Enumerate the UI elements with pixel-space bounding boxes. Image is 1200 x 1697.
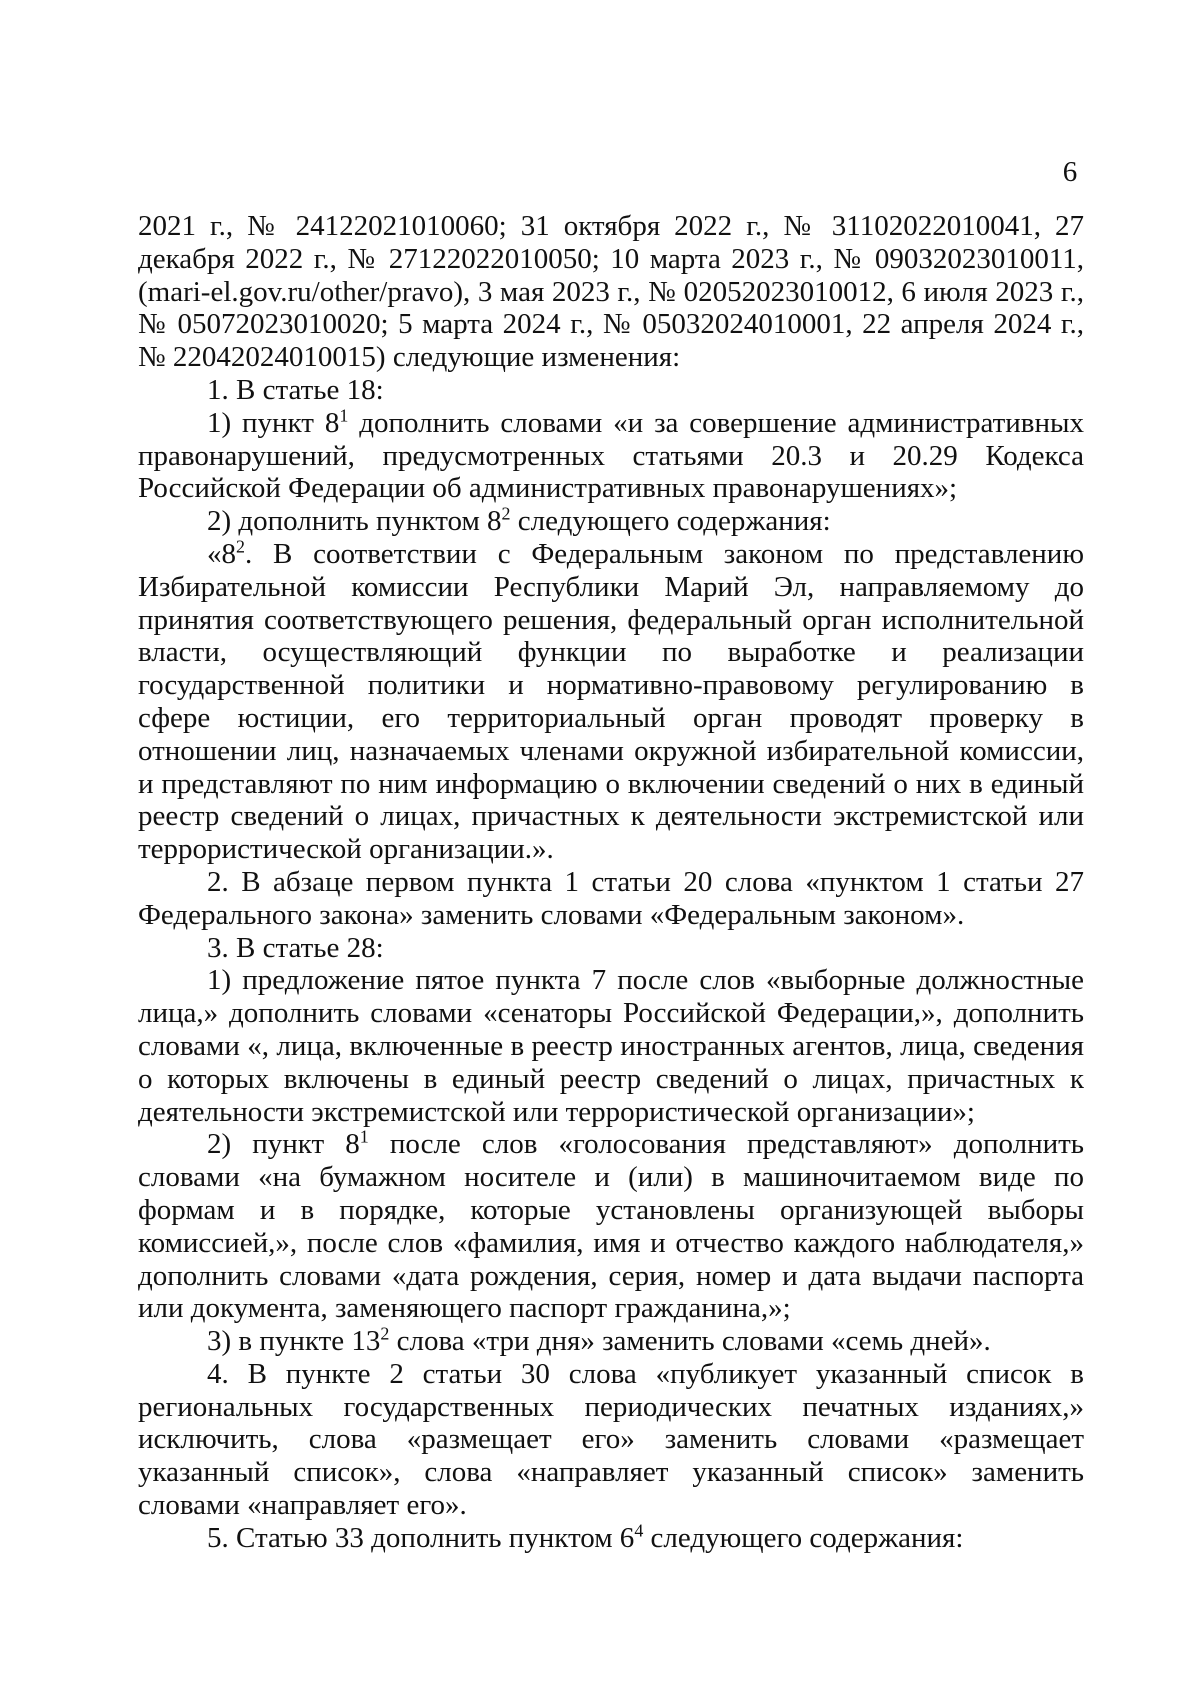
text-run: дополнить словами «и за совершение административных правонарушений, предусмотренных статьями 20.3 и 20.29 Кодекса Российской Федерации об административных правонарушениях»;: [138, 406, 1084, 505]
text-run: 3) в пункте 13: [207, 1325, 381, 1358]
text-run: 4. В пункте 2 статьи 30 слова «публикует указанный список в региональных государственных периодических печатных изданиях,» исключить, слова «размещает его» заменить словами «размещает указанный список», слова «направляет указанный список» заменить словами «направляет его».: [138, 1357, 1084, 1522]
text-run: 5. Статью 33 дополнить пунктом 6: [207, 1521, 635, 1554]
superscript: 1: [359, 1126, 369, 1147]
paragraph: [138, 964, 1084, 1128]
superscript: 2: [501, 503, 511, 524]
paragraph: [138, 1325, 1084, 1358]
text-run: слова «три дня» заменить словами «семь дней».: [389, 1325, 991, 1358]
text-run: 2) пункт 8: [207, 1128, 360, 1161]
paragraph: [138, 505, 1084, 538]
text-run: 1) пункт 8: [207, 406, 340, 439]
paragraph: [138, 1358, 1084, 1522]
document-body: [138, 210, 1084, 1555]
text-run: . В соответствии с Федеральным законом по представлению Избирательной комиссии Республики Марий Эл, направляемому до принятия соответствующего решения, федеральный орган исполнительной власти, осуществляющий функции по выработке и реализации государственной политики и нормативно-правовому регулированию в сфере юстиции, его территориальный орган проводят проверку в отношении лиц, назначаемых членами окружной избирательной комиссии, и представляют по ним информацию о включении сведений о них в единый реестр сведений о лицах, причастных к деятельности экстремистской или террористической организации.».: [138, 537, 1084, 866]
paragraph: [138, 932, 1084, 965]
text-run: 1. В статье 18:: [207, 373, 384, 406]
paragraph: [138, 866, 1084, 932]
superscript: 4: [634, 1520, 644, 1541]
paragraph: [138, 538, 1084, 866]
superscript: 2: [380, 1323, 390, 1344]
page-number: 6: [1062, 156, 1078, 188]
superscript: 1: [339, 405, 349, 426]
text-run: 2. В абзаце первом пункта 1 статьи 20 слова «пунктом 1 статьи 27 Федерального закона» заменить словами «Федеральным законом».: [138, 865, 1084, 931]
text-run: после слов «голосования представляют» дополнить словами «на бумажном носителе и (или) в машиночитаемом виде по формам и в порядке, которые установлены организующей выборы комиссией,», после слов «фамилия, имя и отчество каждого наблюдателя,» дополнить словами «дата рождения, серия, номер и дата выдачи паспорта или документа, заменяющего паспорт гражданина,»;: [138, 1128, 1085, 1325]
paragraph: [138, 1522, 1084, 1555]
superscript: 2: [236, 536, 245, 557]
paragraph: [138, 407, 1084, 505]
text-run: 2021 г., № 24122021010060; 31 октября 2022 г., № 31102022010041, 27 декабря 2022 г., № 27122022010050; 10 марта 2023 г., № 09032023010011, (mari-el.gov.ru/other/pravo), 3 мая 2023 г., № 02052023010012, 6 июля 2023 г., № 05072023010020; 5 марта 2024 г., № 05032024010001, 22 апреля 2024 г., № 22042024010015) следующие изменения:: [138, 210, 1084, 374]
text-run: 3. В статье 28:: [207, 931, 384, 964]
paragraph: [138, 210, 1084, 374]
text-run: следующего содержания:: [510, 505, 831, 538]
paragraph: [138, 374, 1084, 407]
paragraph: [138, 1128, 1084, 1325]
text-run: следующего содержания:: [643, 1521, 964, 1554]
text-run: 2) дополнить пунктом 8: [207, 505, 502, 538]
text-run: «8: [207, 537, 236, 570]
text-run: 1) предложение пятое пункта 7 после слов «выборные должностные лица,» дополнить словами «сенаторы Российской Федерации,», дополнить словами «, лица, включенные в реестр иностранных агентов, лица, сведения о которых включены в единый реестр сведений о лицах, причастных к деятельности экстремистской или террористической организации»;: [138, 964, 1084, 1128]
